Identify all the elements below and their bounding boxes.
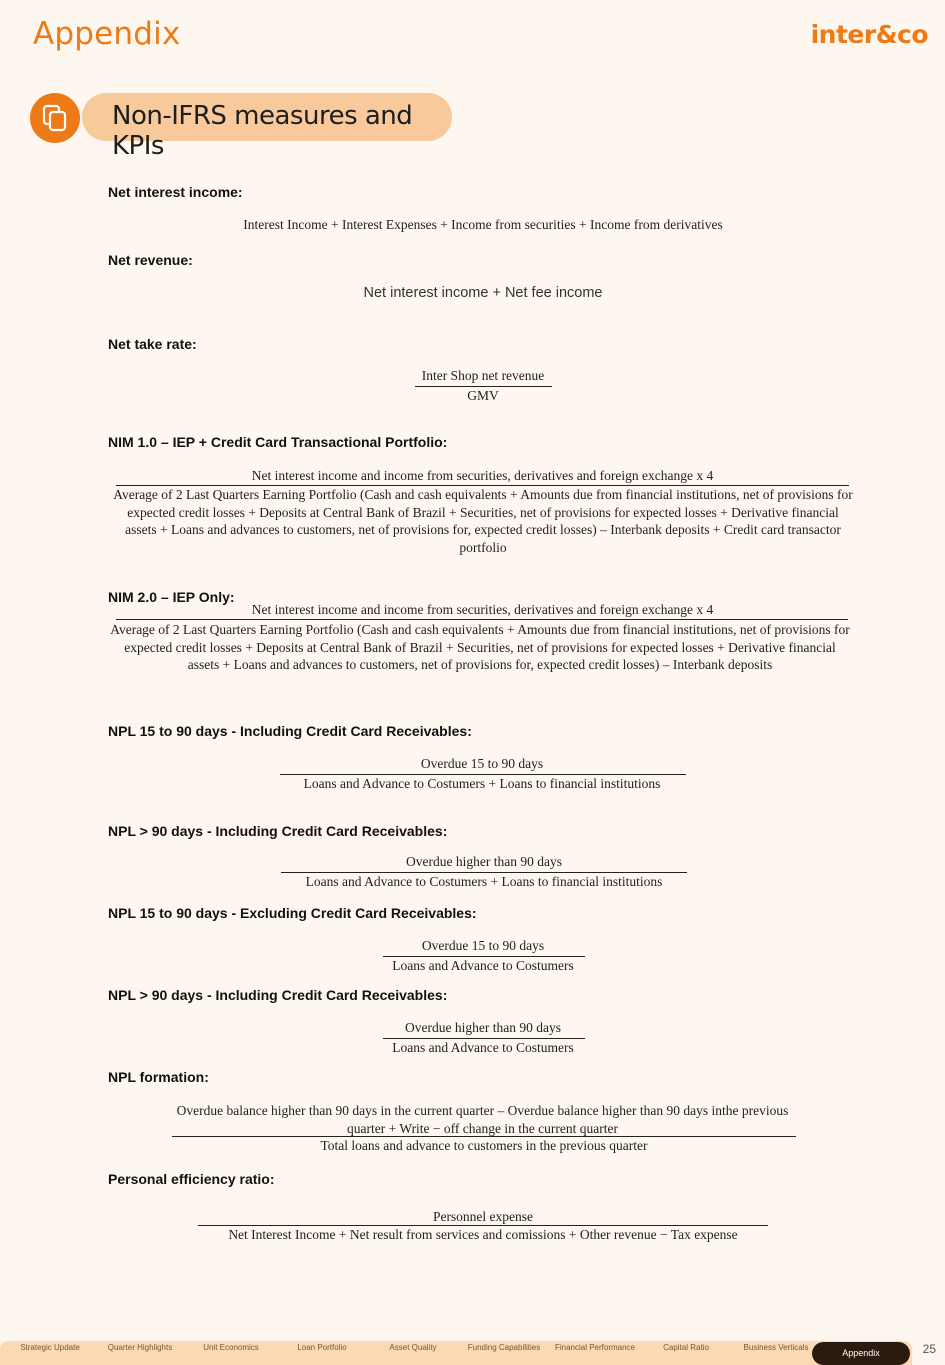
numerator-npl-formation: Overdue balance higher than 90 days in the current quarter – Overdue balance higher than 90 days inthe previous quarter + Write − off change in the current quarter	[176, 1103, 789, 1136]
heading-npl-15-90-incl: NPL 15 to 90 days - Including Credit Card Receivables:	[108, 723, 472, 739]
nav-item-funding-capabilities[interactable]: Funding Capabilities	[467, 1343, 541, 1352]
heading-npl-formation: NPL formation:	[108, 1069, 209, 1085]
heading-nim-1: NIM 1.0 – IEP + Credit Card Transactional Portfolio:	[108, 434, 448, 450]
heading-npl-90-incl: NPL > 90 days - Including Credit Card Receivables:	[108, 823, 448, 839]
heading-npl-90-second: NPL > 90 days - Including Credit Card Receivables:	[108, 987, 448, 1003]
denominator-npl-15-90-incl: Loans and Advance to Costumers + Loans to financial institutions	[303, 776, 661, 791]
denominator-efficiency-ratio: Net Interest Income + Net result from services and comissions + Other revenue − Tax expense	[228, 1227, 738, 1242]
fraction-bar	[383, 1038, 585, 1039]
numerator-net-take-rate: Inter Shop net revenue	[421, 368, 545, 383]
page-number: 25	[922, 1342, 936, 1356]
numerator-npl-15-90-incl: Overdue 15 to 90 days	[420, 756, 544, 771]
formula-net-revenue: Net interest income + Net fee income	[363, 285, 603, 301]
denominator-npl-90-incl: Loans and Advance to Costumers + Loans to financial institutions	[305, 874, 663, 889]
numerator-efficiency-ratio: Personnel expense	[432, 1209, 534, 1224]
numerator-npl-90-incl: Overdue higher than 90 days	[406, 854, 562, 869]
numerator-nim-1: Net interest income and income from securities, derivatives and foreign exchange x 4	[251, 468, 714, 483]
denominator-npl-formation: Total loans and advance to customers in the previous quarter	[320, 1138, 648, 1153]
fraction-bar	[198, 1225, 768, 1226]
nav-item-appendix[interactable]: Appendix	[812, 1342, 910, 1365]
denominator-nim-2: Average of 2 Last Quarters Earning Portfolio (Cash and cash equivalents + Amounts due from financial institutions, net of provisions for expected credit losses + Deposits at Central Bank of Brazil + Securities, net of provisions for expected losses + Derivative financial assets + Loans and advances to customers, net of provisions for, expected credit losses) – Interbank deposits	[110, 622, 850, 672]
section-title-pill	[82, 93, 452, 161]
bottom-nav	[0, 1341, 912, 1365]
company-logo: inter&co	[810, 20, 928, 49]
section-title: Non-IFRS measures and KPIs	[112, 101, 413, 161]
copy-icon	[30, 93, 80, 143]
page-title: Appendix	[33, 16, 181, 52]
nav-item-unit-economics[interactable]: Unit Economics	[203, 1343, 259, 1352]
nav-item-quarter-highlights[interactable]: Quarter Highlights	[107, 1343, 173, 1352]
denominator-nim-1: Average of 2 Last Quarters Earning Portfolio (Cash and cash equivalents + Amounts due from financial institutions, net of provisions for expected credit losses + Deposits at Central Bank of Brazil + Securities, net of provisions for expected losses + Derivative financial assets + Loans and advances to customers, net of provisions for, expected credit losses) – Interbank deposits + Credit card transactor portfolio	[113, 487, 853, 555]
heading-net-revenue: Net revenue:	[108, 252, 193, 268]
fraction-bar	[281, 872, 687, 873]
numerator-npl-90-second: Overdue higher than 90 days	[405, 1020, 561, 1035]
denominator-npl-15-90-excl: Loans and Advance to Costumers	[392, 958, 574, 973]
heading-npl-15-90-excl: NPL 15 to 90 days - Excluding Credit Card Receivables:	[108, 905, 477, 921]
nav-item-financial-performance[interactable]: Financial Performance	[554, 1343, 636, 1352]
fraction-bar	[116, 619, 848, 620]
formula-net-interest-income: Interest Income + Interest Expenses + Income from securities + Income from derivatives	[243, 217, 723, 232]
fraction-bar	[383, 956, 585, 957]
heading-net-take-rate: Net take rate:	[108, 336, 197, 352]
nav-item-business-verticals[interactable]: Business Verticals	[743, 1343, 809, 1352]
fraction-bar	[415, 386, 552, 387]
nav-item-asset-quality[interactable]: Asset Quality	[389, 1343, 437, 1352]
nav-item-capital-ratio[interactable]: Capital Ratio	[663, 1343, 709, 1352]
nav-item-strategic-update[interactable]: Strategic Update	[20, 1343, 80, 1352]
fraction-bar	[172, 1136, 796, 1137]
numerator-npl-15-90-excl: Overdue 15 to 90 days	[421, 938, 545, 953]
denominator-net-take-rate: GMV	[467, 388, 499, 403]
heading-nim-2: NIM 2.0 – IEP Only:	[108, 589, 235, 605]
heading-efficiency-ratio: Personal efficiency ratio:	[108, 1171, 275, 1187]
heading-net-interest-income: Net interest income:	[108, 184, 243, 200]
denominator-npl-90-second: Loans and Advance to Costumers	[392, 1040, 574, 1055]
nav-item-loan-portfolio[interactable]: Loan Portfolio	[297, 1343, 347, 1352]
fraction-bar	[280, 774, 686, 775]
numerator-nim-2: Net interest income and income from securities, derivatives and foreign exchange x 4	[251, 602, 714, 617]
